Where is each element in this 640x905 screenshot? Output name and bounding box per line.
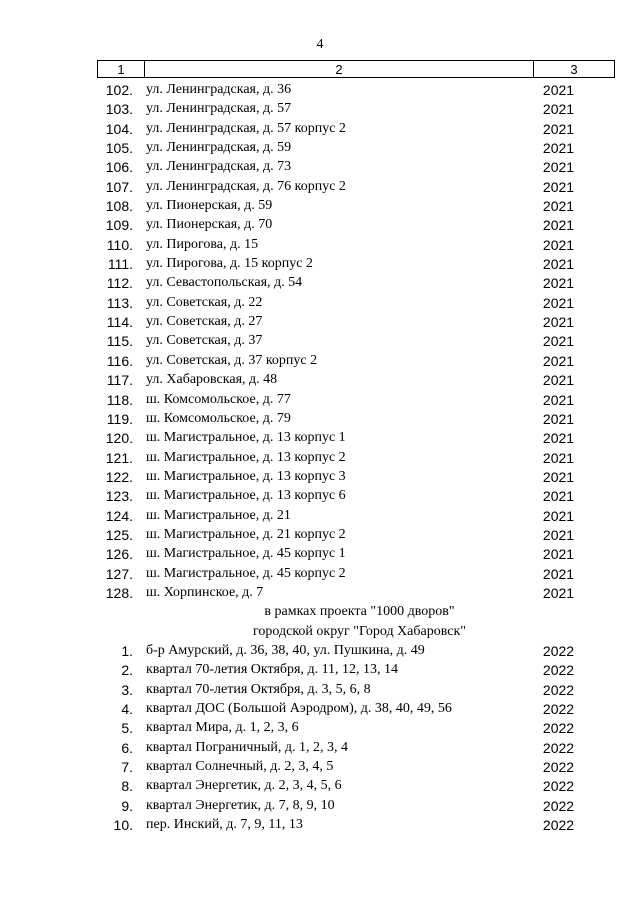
table-row bbox=[0, 120, 640, 139]
section-heading-line2-text: городской округ "Город Хабаровск" bbox=[253, 623, 466, 639]
section-heading-line1 bbox=[0, 603, 640, 622]
table-row bbox=[0, 294, 640, 313]
row-year: 2021 bbox=[542, 82, 575, 98]
table-row bbox=[0, 797, 640, 816]
table-row bbox=[0, 371, 640, 390]
row-year: 2021 bbox=[542, 198, 575, 215]
row-year: 2021 bbox=[542, 178, 575, 195]
row-number: 114. bbox=[106, 314, 133, 331]
row-address: квартал 70-летия Октября, д. 11, 12, 13, 14 bbox=[146, 662, 399, 678]
row-number: 124. bbox=[105, 507, 133, 524]
row-year: 2021 bbox=[542, 352, 575, 369]
table-row bbox=[0, 410, 640, 429]
table-row bbox=[0, 216, 640, 235]
row-number: 123. bbox=[105, 488, 133, 505]
table-row bbox=[0, 545, 640, 564]
table-row bbox=[0, 487, 640, 506]
row-address: ул. Советская, д. 27 bbox=[146, 314, 263, 330]
row-number: 126. bbox=[105, 546, 133, 563]
table-row bbox=[0, 700, 640, 719]
row-year: 2021 bbox=[542, 565, 575, 582]
row-address: ул. Пирогова, д. 15 bbox=[146, 236, 259, 252]
table-row bbox=[0, 274, 640, 293]
table-row bbox=[0, 758, 640, 777]
table-row bbox=[0, 719, 640, 738]
table-row bbox=[0, 429, 640, 448]
row-address: ул. Ленинградская, д. 57 корпус 2 bbox=[146, 120, 346, 136]
header-col-3: 3 bbox=[570, 61, 578, 77]
row-address: ш. Комсомольское, д. 79 bbox=[146, 410, 291, 426]
row-address: квартал Пограничный, д. 1, 2, 3, 4 bbox=[146, 739, 348, 755]
table-row bbox=[0, 255, 640, 274]
table-row bbox=[0, 661, 640, 680]
table-row bbox=[0, 100, 640, 119]
row-year: 2022 bbox=[542, 797, 575, 814]
row-year: 2021 bbox=[542, 333, 575, 350]
row-year: 2021 bbox=[542, 546, 575, 563]
row-year: 2021 bbox=[542, 410, 575, 427]
table-row bbox=[0, 178, 640, 197]
table-row bbox=[0, 468, 640, 487]
row-number: 122. bbox=[105, 468, 133, 485]
row-address: ул. Советская, д. 37 корпус 2 bbox=[146, 352, 318, 368]
row-address: ул. Пионерская, д. 70 bbox=[146, 217, 273, 233]
row-number: 113. bbox=[106, 294, 133, 311]
table-header bbox=[97, 60, 615, 78]
row-number: 108. bbox=[105, 198, 133, 215]
row-address: ш. Магистральное, д. 13 корпус 1 bbox=[146, 430, 346, 446]
table-row bbox=[0, 584, 640, 603]
table-row bbox=[0, 565, 640, 584]
table-row bbox=[0, 391, 640, 410]
row-address: квартал Энергетик, д. 2, 3, 4, 5, 6 bbox=[146, 778, 342, 794]
row-address: квартал ДОС (Большой Аэродром), д. 38, 40, 49, 56 bbox=[146, 701, 452, 716]
row-number: 109. bbox=[105, 217, 133, 234]
row-number: 9. bbox=[121, 797, 133, 814]
row-address: б-р Амурский, д. 36, 38, 40, ул. Пушкина, д. 49 bbox=[146, 642, 425, 658]
row-number: 125. bbox=[105, 526, 133, 543]
row-year: 2021 bbox=[542, 120, 575, 137]
row-address: ул. Советская, д. 37 bbox=[146, 333, 263, 349]
table-row bbox=[0, 139, 640, 158]
table-row bbox=[0, 313, 640, 332]
table-row bbox=[0, 642, 640, 661]
row-year: 2022 bbox=[542, 662, 575, 679]
row-year: 2021 bbox=[542, 256, 575, 273]
row-year: 2021 bbox=[542, 468, 575, 485]
row-number: 111. bbox=[107, 256, 133, 273]
row-year: 2021 bbox=[542, 236, 575, 253]
row-number: 105. bbox=[105, 140, 133, 157]
row-number: 1. bbox=[121, 642, 133, 659]
row-number: 8. bbox=[121, 778, 133, 795]
row-year: 2021 bbox=[542, 449, 575, 466]
row-number: 107. bbox=[105, 178, 133, 195]
row-number: 3. bbox=[121, 681, 133, 698]
row-year: 2021 bbox=[542, 314, 575, 331]
table-row bbox=[0, 507, 640, 526]
row-address: ул. Ленинградская, д. 36 bbox=[146, 82, 292, 97]
table-body bbox=[0, 81, 640, 835]
row-year: 2022 bbox=[542, 739, 575, 756]
row-year: 2022 bbox=[542, 759, 575, 776]
row-year: 2021 bbox=[542, 140, 575, 157]
row-year: 2022 bbox=[542, 642, 575, 659]
row-year: 2021 bbox=[542, 372, 575, 389]
row-address: ул. Севастопольская, д. 54 bbox=[146, 275, 303, 291]
table-row bbox=[0, 526, 640, 545]
row-number: 102. bbox=[105, 82, 133, 98]
row-number: 4. bbox=[121, 701, 133, 717]
row-address: пер. Инский, д. 7, 9, 11, 13 bbox=[146, 817, 303, 833]
row-address: ш. Хорпинское, д. 7 bbox=[146, 584, 264, 600]
row-number: 119. bbox=[106, 410, 133, 427]
row-address: ш. Магистральное, д. 45 корпус 2 bbox=[146, 565, 346, 581]
table-row bbox=[0, 777, 640, 796]
row-year: 2022 bbox=[542, 720, 575, 737]
row-number: 115. bbox=[106, 333, 133, 350]
row-number: 117. bbox=[106, 372, 133, 389]
row-address: ул. Пирогова, д. 15 корпус 2 bbox=[146, 256, 313, 272]
row-year: 2021 bbox=[542, 430, 575, 447]
table-row bbox=[0, 816, 640, 835]
row-address: ш. Комсомольское, д. 77 bbox=[146, 391, 291, 407]
row-year: 2022 bbox=[542, 681, 575, 698]
row-address: квартал Мира, д. 1, 2, 3, 6 bbox=[146, 720, 299, 736]
table-row bbox=[0, 352, 640, 371]
row-address: квартал Энергетик, д. 7, 8, 9, 10 bbox=[146, 797, 335, 813]
row-number: 120. bbox=[105, 430, 133, 447]
row-address: ул. Советская, д. 22 bbox=[146, 294, 263, 310]
row-year: 2021 bbox=[542, 488, 575, 505]
row-number: 6. bbox=[121, 739, 133, 756]
row-year: 2021 bbox=[542, 217, 575, 234]
row-address: ул. Хабаровская, д. 48 bbox=[146, 372, 278, 388]
table-row bbox=[0, 236, 640, 255]
row-address: ш. Магистральное, д. 45 корпус 1 bbox=[146, 546, 346, 562]
row-number: 128. bbox=[105, 584, 133, 601]
row-number: 5. bbox=[121, 720, 133, 737]
row-year: 2022 bbox=[542, 701, 575, 717]
row-number: 110. bbox=[106, 236, 133, 253]
row-year: 2021 bbox=[542, 159, 575, 176]
row-address: ш. Магистральное, д. 21 корпус 2 bbox=[146, 526, 346, 542]
row-address: ул. Ленинградская, д. 57 bbox=[146, 101, 292, 117]
row-year: 2022 bbox=[542, 778, 575, 795]
table-row bbox=[0, 449, 640, 468]
row-number: 116. bbox=[106, 352, 133, 369]
row-number: 7. bbox=[121, 759, 133, 776]
section-heading-line1-text: в рамках проекта "1000 дворов" bbox=[264, 604, 455, 620]
row-address: ш. Магистральное, д. 13 корпус 2 bbox=[146, 449, 346, 465]
row-address: квартал Солнечный, д. 2, 3, 4, 5 bbox=[146, 759, 334, 775]
table-row bbox=[0, 158, 640, 177]
row-number: 2. bbox=[121, 662, 133, 679]
row-year: 2021 bbox=[542, 507, 575, 524]
row-year: 2021 bbox=[542, 584, 575, 601]
row-address: ул. Пионерская, д. 59 bbox=[146, 198, 273, 214]
row-address: ул. Ленинградская, д. 76 корпус 2 bbox=[146, 178, 346, 194]
row-address: ш. Магистральное, д. 21 bbox=[146, 507, 291, 523]
row-number: 106. bbox=[105, 159, 133, 176]
table-row bbox=[0, 332, 640, 351]
row-address: квартал 70-летия Октября, д. 3, 5, 6, 8 bbox=[146, 681, 371, 697]
row-number: 118. bbox=[106, 391, 133, 408]
row-year: 2022 bbox=[542, 817, 575, 834]
row-year: 2021 bbox=[542, 526, 575, 543]
header-col-1: 1 bbox=[98, 61, 145, 77]
row-number: 127. bbox=[105, 565, 133, 582]
row-year: 2021 bbox=[542, 294, 575, 311]
row-address: ш. Магистральное, д. 13 корпус 3 bbox=[146, 468, 346, 484]
row-number: 121. bbox=[105, 449, 133, 466]
page-number: 4 bbox=[316, 37, 324, 52]
row-number: 10. bbox=[113, 817, 133, 834]
table-row bbox=[0, 681, 640, 700]
row-year: 2021 bbox=[542, 275, 575, 292]
table-row bbox=[0, 81, 640, 100]
row-year: 2021 bbox=[542, 101, 575, 118]
row-number: 104. bbox=[105, 120, 133, 137]
row-address: ш. Магистральное, д. 13 корпус 6 bbox=[146, 488, 346, 504]
table-row bbox=[0, 197, 640, 216]
section-heading-line2 bbox=[0, 623, 640, 642]
row-year: 2021 bbox=[542, 391, 575, 408]
row-number: 112. bbox=[106, 275, 133, 292]
row-number: 103. bbox=[105, 101, 133, 118]
row-address: ул. Ленинградская, д. 59 bbox=[146, 140, 292, 156]
header-col-2: 2 bbox=[145, 61, 534, 77]
table-row bbox=[0, 739, 640, 758]
row-address: ул. Ленинградская, д. 73 bbox=[146, 159, 292, 175]
